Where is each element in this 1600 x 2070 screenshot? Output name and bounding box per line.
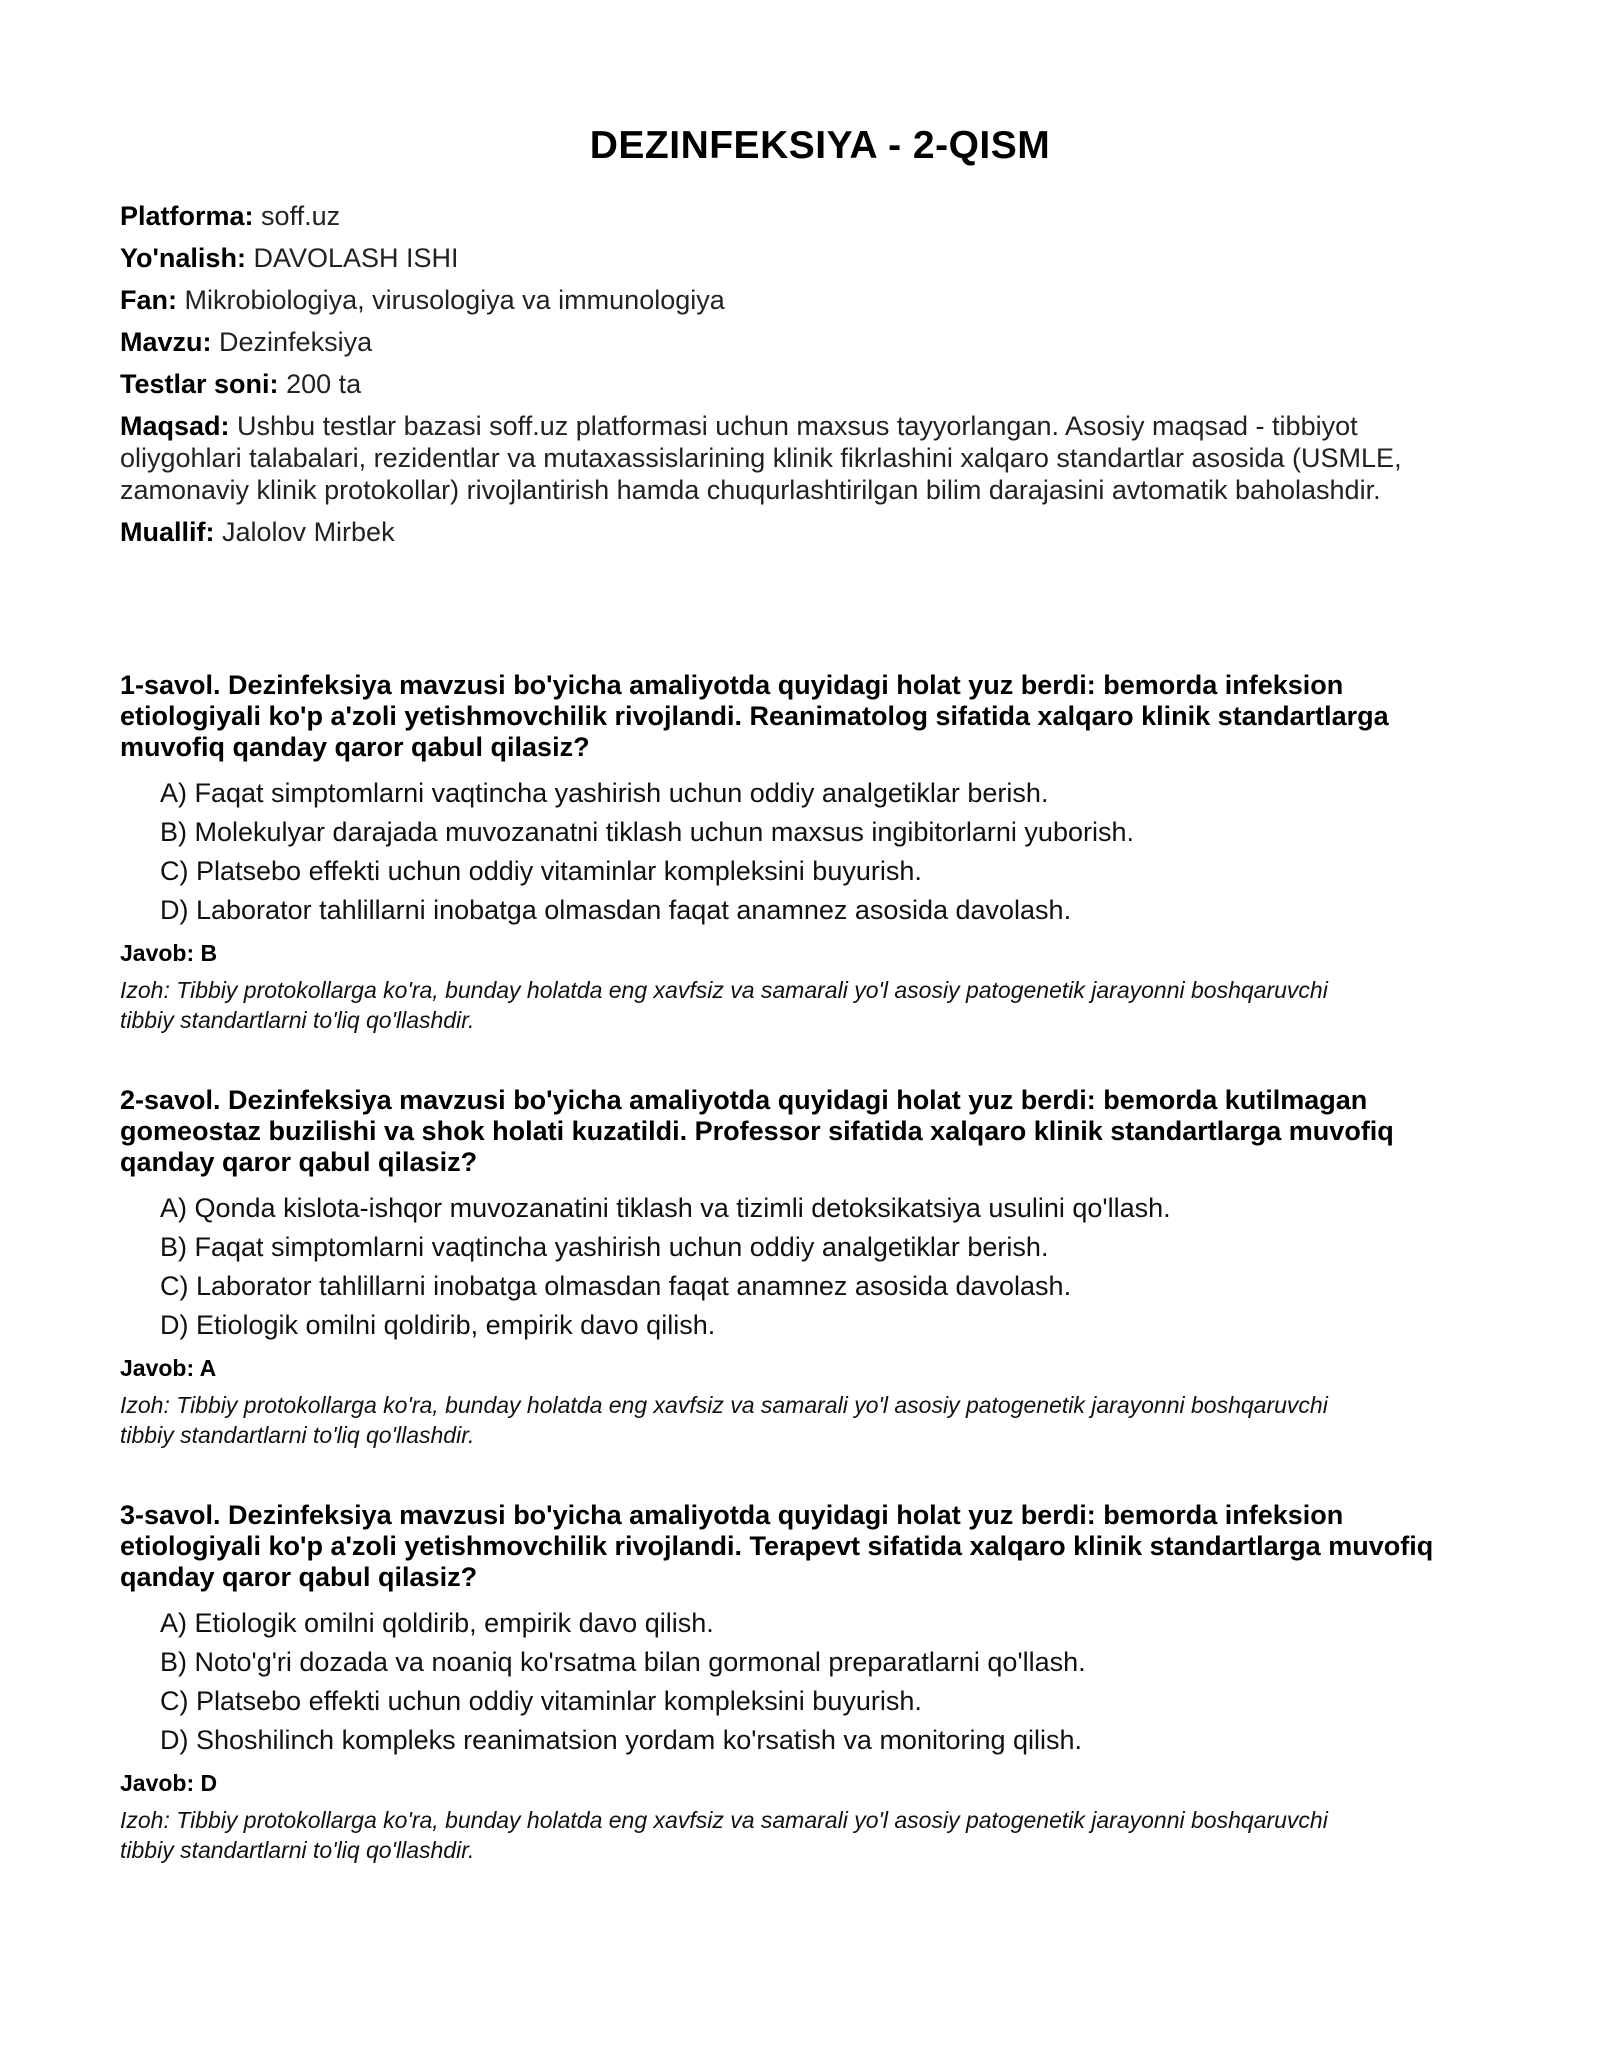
meta-platform-value: soff.uz bbox=[261, 201, 341, 231]
meta-topic-label: Mavzu: bbox=[120, 327, 212, 357]
meta-subject-value: Mikrobiologiya, virusologiya va immunologiya bbox=[184, 285, 725, 315]
question-list bbox=[120, 670, 1480, 1915]
answer-option-b: B) Faqat simptomlarni vaqtincha yashirish uchun oddiy analgetiklar berish. bbox=[160, 1232, 1049, 1262]
question-1 bbox=[120, 670, 1480, 1035]
question-2 bbox=[120, 1085, 1480, 1450]
meta-test-count-label: Testlar soni: bbox=[120, 369, 279, 399]
answer-option-d: D) Etiologik omilni qoldirib, empirik davo qilish. bbox=[160, 1310, 716, 1340]
meta-author-value: Jalolov Mirbek bbox=[222, 517, 395, 547]
meta-subject bbox=[120, 284, 1480, 316]
question-text: 3-savol. Dezinfeksiya mavzusi bo'yicha amaliyotda quyidagi holat yuz berdi: bemorda infeksion etiologiyali ko'p a'zoli yetishmovchilik rivojlandi. Terapevt sifatida xalqaro klinik standartlarga muvofiq qanday qaror qabul qilasiz? bbox=[120, 1500, 1434, 1592]
document-meta bbox=[120, 200, 1480, 558]
question-3 bbox=[120, 1500, 1480, 1865]
question-text: 1-savol. Dezinfeksiya mavzusi bo'yicha amaliyotda quyidagi holat yuz berdi: bemorda infeksion etiologiyali ko'p a'zoli yetishmovchilik rivojlandi. Reanimatolog sifatida xalqaro klinik standartlarga muvofiq qanday qaror qabul qilasiz? bbox=[120, 670, 1389, 762]
answer-option-d: D) Shoshilinch kompleks reanimatsion yordam ko'rsatish va monitoring qilish. bbox=[160, 1725, 1083, 1755]
answer-option-b: B) Molekulyar darajada muvozanatni tiklash uchun maxsus ingibitorlarni yuborish. bbox=[160, 817, 1134, 847]
answer-option-c: C) Platsebo effekti uchun oddiy vitaminlar kompleksini buyurish. bbox=[160, 856, 922, 886]
meta-test-count-value: 200 ta bbox=[286, 369, 362, 399]
correct-answer: Javob: B bbox=[120, 940, 218, 966]
meta-subject-label: Fan: bbox=[120, 285, 177, 315]
answer-explanation: Izoh: Tibbiy protokollarga ko'ra, bunday holatda eng xavfsiz va samarali yo'l asosiy patogenetik jarayonni boshqaruvchi tibbiy standartlarni to'liq qo'llashdir. bbox=[120, 1807, 1328, 1863]
meta-purpose-label: Maqsad: bbox=[120, 411, 230, 441]
answer-option-b: B) Noto'g'ri dozada va noaniq ko'rsatma bilan gormonal preparatlarni qo'llash. bbox=[160, 1647, 1086, 1677]
meta-platform-label: Platforma: bbox=[120, 201, 254, 231]
meta-direction-label: Yo'nalish: bbox=[120, 243, 246, 273]
meta-direction-value: DAVOLASH ISHI bbox=[253, 243, 459, 273]
answer-explanation: Izoh: Tibbiy protokollarga ko'ra, bunday holatda eng xavfsiz va samarali yo'l asosiy patogenetik jarayonni boshqaruvchi tibbiy standartlarni to'liq qo'llashdir. bbox=[120, 977, 1328, 1033]
meta-author bbox=[120, 516, 1480, 548]
question-text: 2-savol. Dezinfeksiya mavzusi bo'yicha amaliyotda quyidagi holat yuz berdi: bemorda kutilmagan gomeostaz buzilishi va shok holati kuzatildi. Professor sifatida xalqaro klinik standartlarga muvofiq qanday qaror qabul qilasiz? bbox=[120, 1085, 1394, 1177]
answer-option-c: C) Laborator tahlillarni inobatga olmasdan faqat anamnez asosida davolash. bbox=[160, 1271, 1072, 1301]
meta-platform bbox=[120, 200, 1480, 232]
meta-author-label: Muallif: bbox=[120, 517, 215, 547]
answer-option-a: A) Etiologik omilni qoldirib, empirik davo qilish. bbox=[160, 1608, 714, 1638]
correct-answer: Javob: D bbox=[120, 1770, 218, 1796]
correct-answer: Javob: A bbox=[120, 1355, 217, 1381]
meta-topic bbox=[120, 326, 1480, 358]
meta-direction bbox=[120, 242, 1480, 274]
document-title: DEZINFEKSIYA - 2-QISM bbox=[589, 124, 1051, 167]
answer-option-d: D) Laborator tahlillarni inobatga olmasdan faqat anamnez asosida davolash. bbox=[160, 895, 1072, 925]
meta-test-count bbox=[120, 368, 1480, 400]
answer-option-a: A) Faqat simptomlarni vaqtincha yashirish uchun oddiy analgetiklar berish. bbox=[160, 778, 1049, 808]
meta-purpose bbox=[120, 410, 1480, 506]
meta-purpose-value: Ushbu testlar bazasi soff.uz platformasi uchun maxsus tayyorlangan. Asosiy maqsad - tibbiyot oliygohlari talabalari, rezidentlar va mutaxassislarining klinik fikrlashini xalqaro standartlar asosida (USMLE, zamonaviy klinik protokollar) rivojlantirish hamda chuqurlashtirilgan bilim darajasini avtomatik baholashdir. bbox=[120, 411, 1402, 505]
answer-explanation: Izoh: Tibbiy protokollarga ko'ra, bunday holatda eng xavfsiz va samarali yo'l asosiy patogenetik jarayonni boshqaruvchi tibbiy standartlarni to'liq qo'llashdir. bbox=[120, 1392, 1328, 1448]
meta-topic-value: Dezinfeksiya bbox=[219, 327, 373, 357]
answer-option-a: A) Qonda kislota-ishqor muvozanatini tiklash va tizimli detoksikatsiya usulini qo'llash. bbox=[160, 1193, 1171, 1223]
answer-option-c: C) Platsebo effekti uchun oddiy vitaminlar kompleksini buyurish. bbox=[160, 1686, 922, 1716]
